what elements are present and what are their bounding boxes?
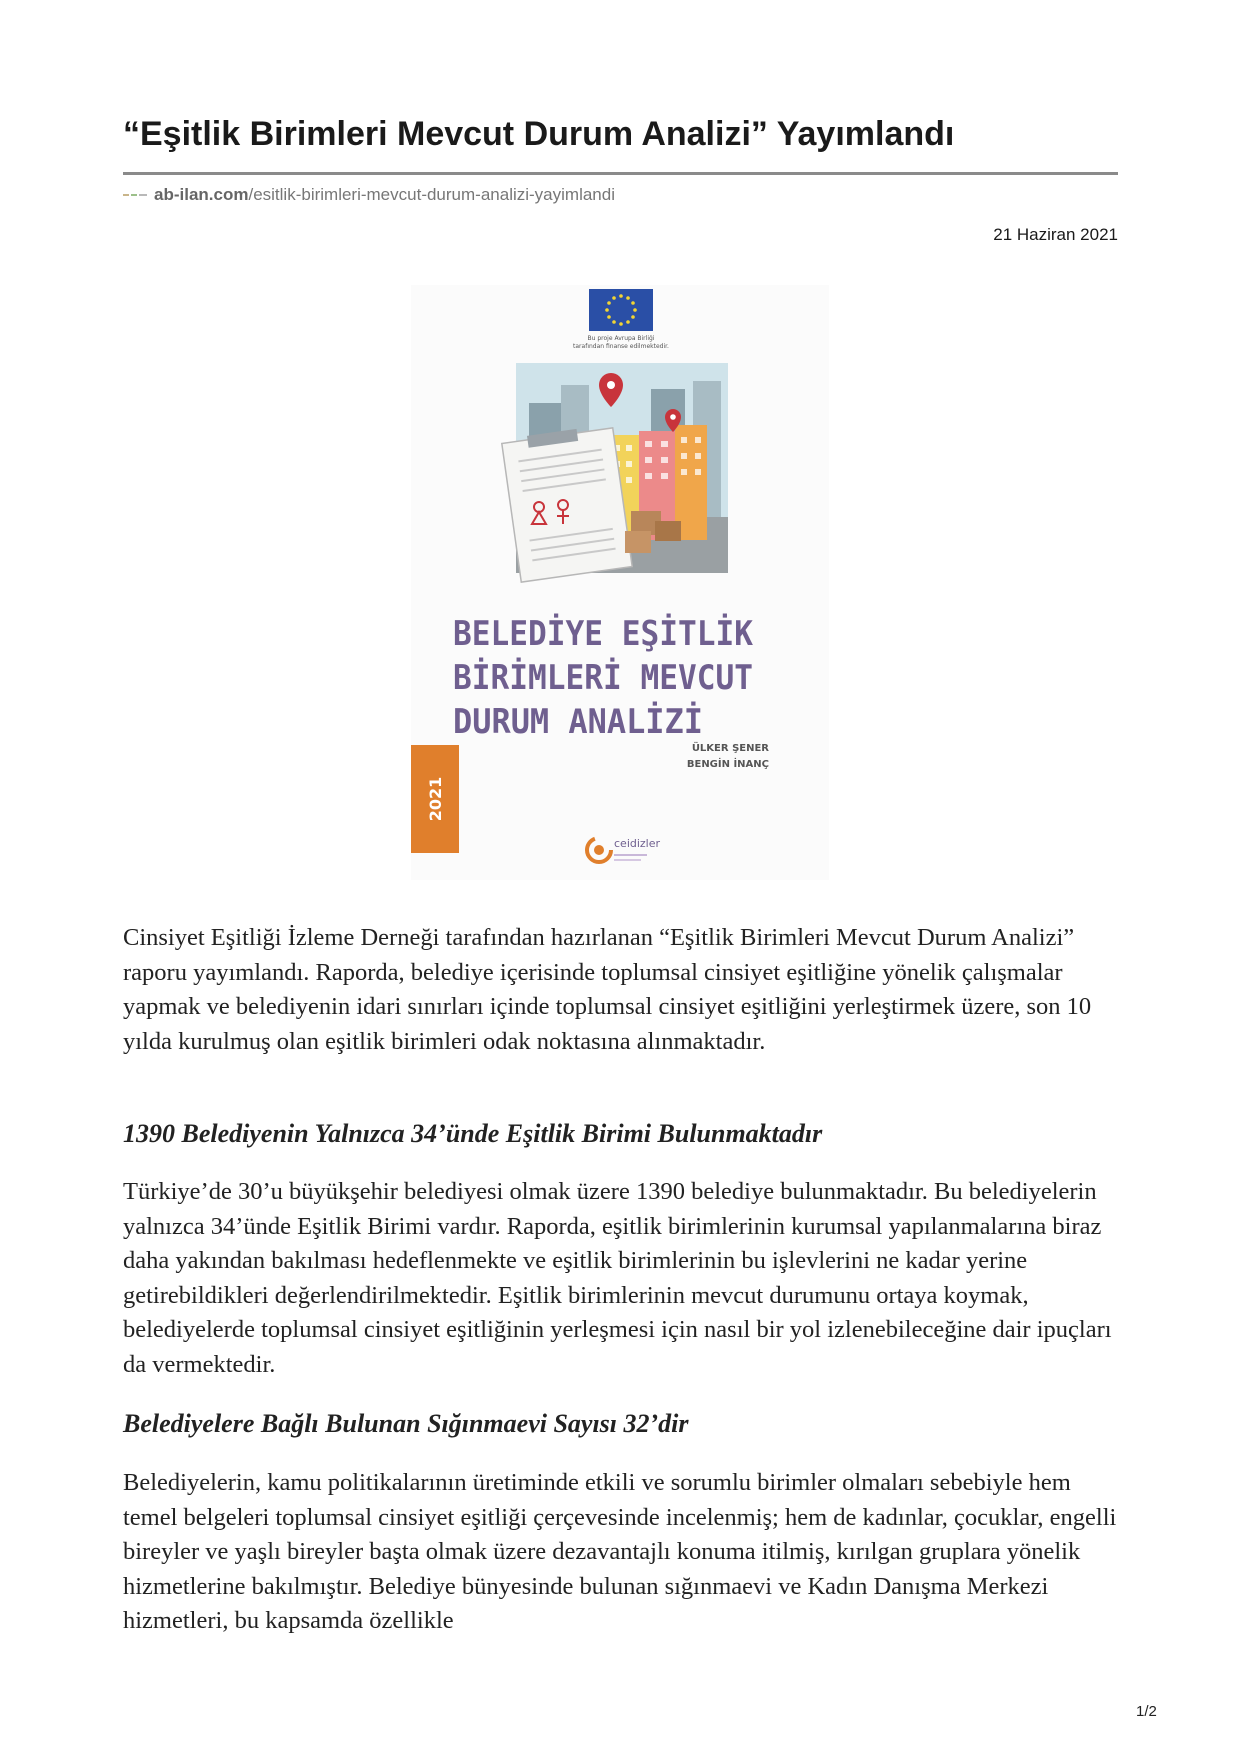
paragraph-equality-units: Türkiye’de 30’u büyükşehir belediyesi olmak üzere 1390 belediye bulunmaktadır. Bu belediyelerin yalnızca 34’ünde Eşitlik Birimi vardır. Raporda, eşitlik birimlerinin kurumsal yapılanmalarına biraz daha yakından bakılması hedeflenmekte ve eşitlik birimlerinin bu işlevlerini ne kadar yerine getirebildikleri değerlendirilmektedir. Eşitlik birimlerinin mevcut durumunu ortaya koymak, belediyelerde toplumsal cinsiyet eşitliğinin yerleşmesi için nasıl bir yol izlenebileceğine dair ipuçları da vermektedir. (123, 1178, 1112, 1378)
publisher-name: ceidizler (614, 837, 661, 850)
eu-caption-line2: tarafından finanse edilmektedir. (573, 343, 669, 350)
source-domain: ab-ilan.com (154, 185, 249, 204)
site-favicon-icon (123, 191, 147, 199)
city-illustration (502, 363, 728, 582)
cover-title-line3: DURUM ANALİZİ (453, 702, 720, 742)
title-divider (123, 172, 1118, 175)
cover-year: 2021 (426, 776, 445, 822)
publisher-logo (587, 837, 661, 862)
source-path: /esitlik-birimleri-mevcut-durum-analizi-yayimlandi (248, 185, 615, 204)
source-link[interactable] (123, 184, 615, 206)
paragraph-intro: Cinsiyet Eşitliği İzleme Derneği tarafından hazırlanan “Eşitlik Birimleri Mevcut Durum Analizi” raporu yayımlandı. Raporda, belediye içerisinde toplumsal cinsiyet eşitliğine yönelik çalışmalar yapmak ve belediyenin idari sınırları içinde toplumsal cinsiyet eşitliğini yerleştirmek üzere, son 10 yılda kurulmuş olan eşitlik birimleri odak noktasına alınmaktadır. (123, 924, 1092, 1055)
publish-date: 21 Haziran 2021 (993, 225, 1118, 244)
section-heading-shelters: Belediyelere Bağlı Bulunan Sığınmaevi Sayısı 32’dir (123, 1409, 689, 1438)
eu-caption-line1: Bu proje Avrupa Birliği (587, 335, 655, 342)
paragraph-shelters: Belediyelerin, kamu politikalarının üretiminde etkili ve sorumlu birimler olmaları sebebiyle hem temel belgeleri toplumsal cinsiyet eşitliği çerçevesinde incelenmiş; hem de kadınlar, çocuklar, engelli bireyler ve yaşlı bireyler başta olmak üzere dezavantajlı konuma itilmiş, kırılgan gruplara yönelik hizmetlerine bakılmıştır. Belediye bünyesinde bulunan sığınmaevi ve Kadın Danışma Merkezi hizmetleri, bu kapsamda özellikle (123, 1469, 1117, 1634)
cover-title-line1: BELEDİYE EŞİTLİK (453, 614, 781, 654)
page-number: 1/2 (1136, 1703, 1157, 1720)
article-title: “Eşitlik Birimleri Mevcut Durum Analizi” Yayımlandı (123, 115, 955, 153)
cover-author-1: ÜLKER ŞENER (691, 743, 769, 754)
cover-author-2: BENGİN İNANÇ (686, 759, 769, 770)
cover-title-line2: BİRİMLERİ MEVCUT (453, 658, 781, 698)
section-heading-equality-units: 1390 Belediyenin Yalnızca 34’ünde Eşitlik Birimi Bulunmaktadır (123, 1119, 823, 1148)
report-cover-image (411, 285, 829, 880)
